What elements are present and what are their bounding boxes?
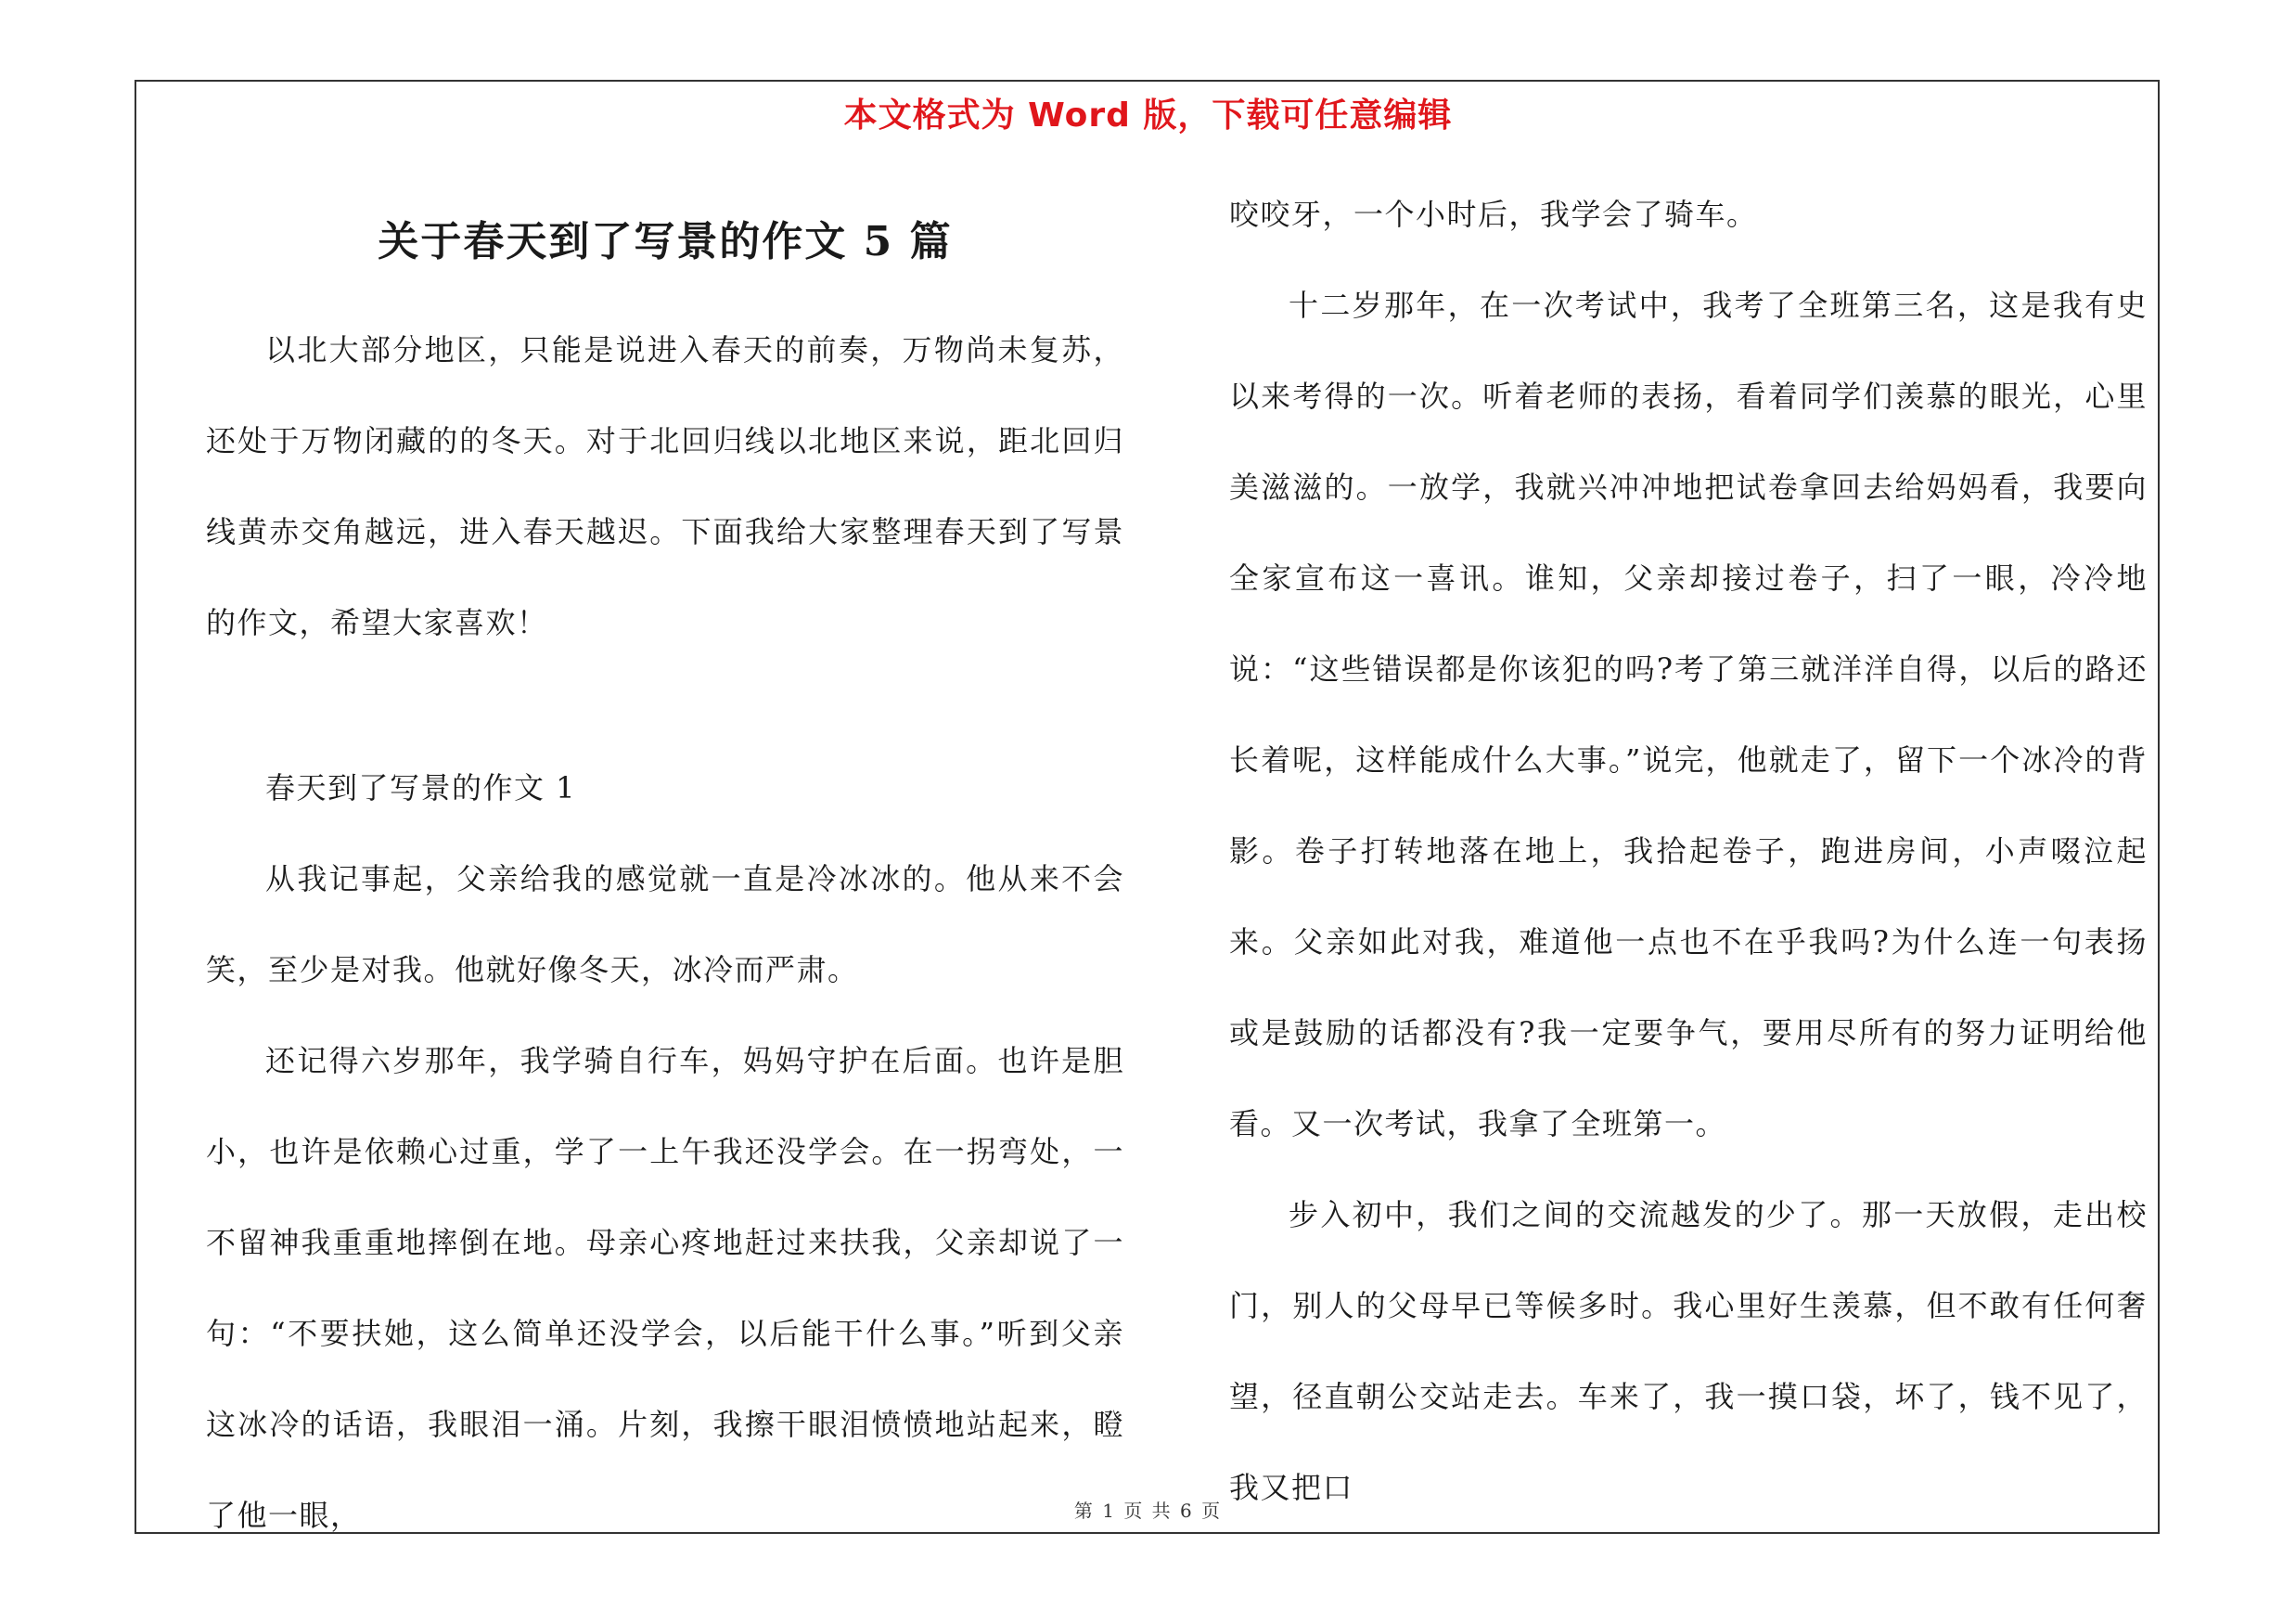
document-title: 关于春天到了写景的作文 5 篇 xyxy=(378,218,953,265)
body-paragraph: 步入初中，我们之间的交流越发的少了。那一天放假，走出校门，别人的父母早已等候多时。我心里好生羡慕，但不敢有任何奢望，径直朝公交站走去。车来了，我一摸口袋，坏了，钱不见了，我又把口 xyxy=(1229,1197,2148,1505)
body-paragraph: 从我记事起，父亲给我的感觉就一直是冷冰冰的。他从来不会笑，至少是对我。他就好像冬天，冰冷而严肃。 xyxy=(206,861,1124,987)
body-paragraph: 还记得六岁那年，我学骑自行车，妈妈守护在后面。也许是胆小，也许是依赖心过重，学了一上午我还没学会。在一拐弯处，一不留神我重重地摔倒在地。母亲心疼地赶过来扶我，父亲却说了一句：“不要扶她，这么简单还没学会，以后能干什么事。”听到父亲这冰冷的话语，我眼泪一涌。片刻，我擦干眼泪愤愤地站起来，瞪了他一眼， xyxy=(206,1043,1124,1533)
intro-paragraph: 以北大部分地区，只能是说进入春天的前奏，万物尚未复苏，还处于万物闭藏的的冬天。对于北回归线以北地区来说，距北回归线黄赤交角越远，进入春天越迟。下面我给大家整理春天到了写景的作文，希望大家喜欢！ xyxy=(206,332,1124,640)
page-number: 第 1 页 共 6 页 xyxy=(1073,1500,1223,1522)
format-banner: 本文格式为 Word 版，下载可任意编辑 xyxy=(843,97,1453,135)
left-column xyxy=(206,186,1124,1561)
body-paragraph: 十二岁那年，在一次考试中，我考了全班第三名，这是我有史以来考得的一次。听着老师的表扬，看着同学们羡慕的眼光，心里美滋滋的。一放学，我就兴冲冲地把试卷拿回去给妈妈看，我要向全家宣布这一喜讯。谁知，父亲却接过卷子，扫了一眼，冷冷地说：“这些错误都是你该犯的吗?考了第三就洋洋自得，以后的路还长着呢，这样能成什么大事。”说完，他就走了，留下一个冰冷的背影。卷子打转地落在地上，我拾起卷子，跑进房间，小声啜泣起来。父亲如此对我，难道他一点也不在乎我吗?为什么连一句表扬或是鼓励的话都没有?我一定要争气，要用尽所有的努力证明给他看。又一次考试，我拿了全班第一。 xyxy=(1229,288,2148,1141)
section-heading: 春天到了写景的作文 1 xyxy=(265,770,577,805)
right-column xyxy=(1229,186,2148,1533)
continued-paragraph: 咬咬牙，一个小时后，我学会了骑车。 xyxy=(1229,197,1758,232)
